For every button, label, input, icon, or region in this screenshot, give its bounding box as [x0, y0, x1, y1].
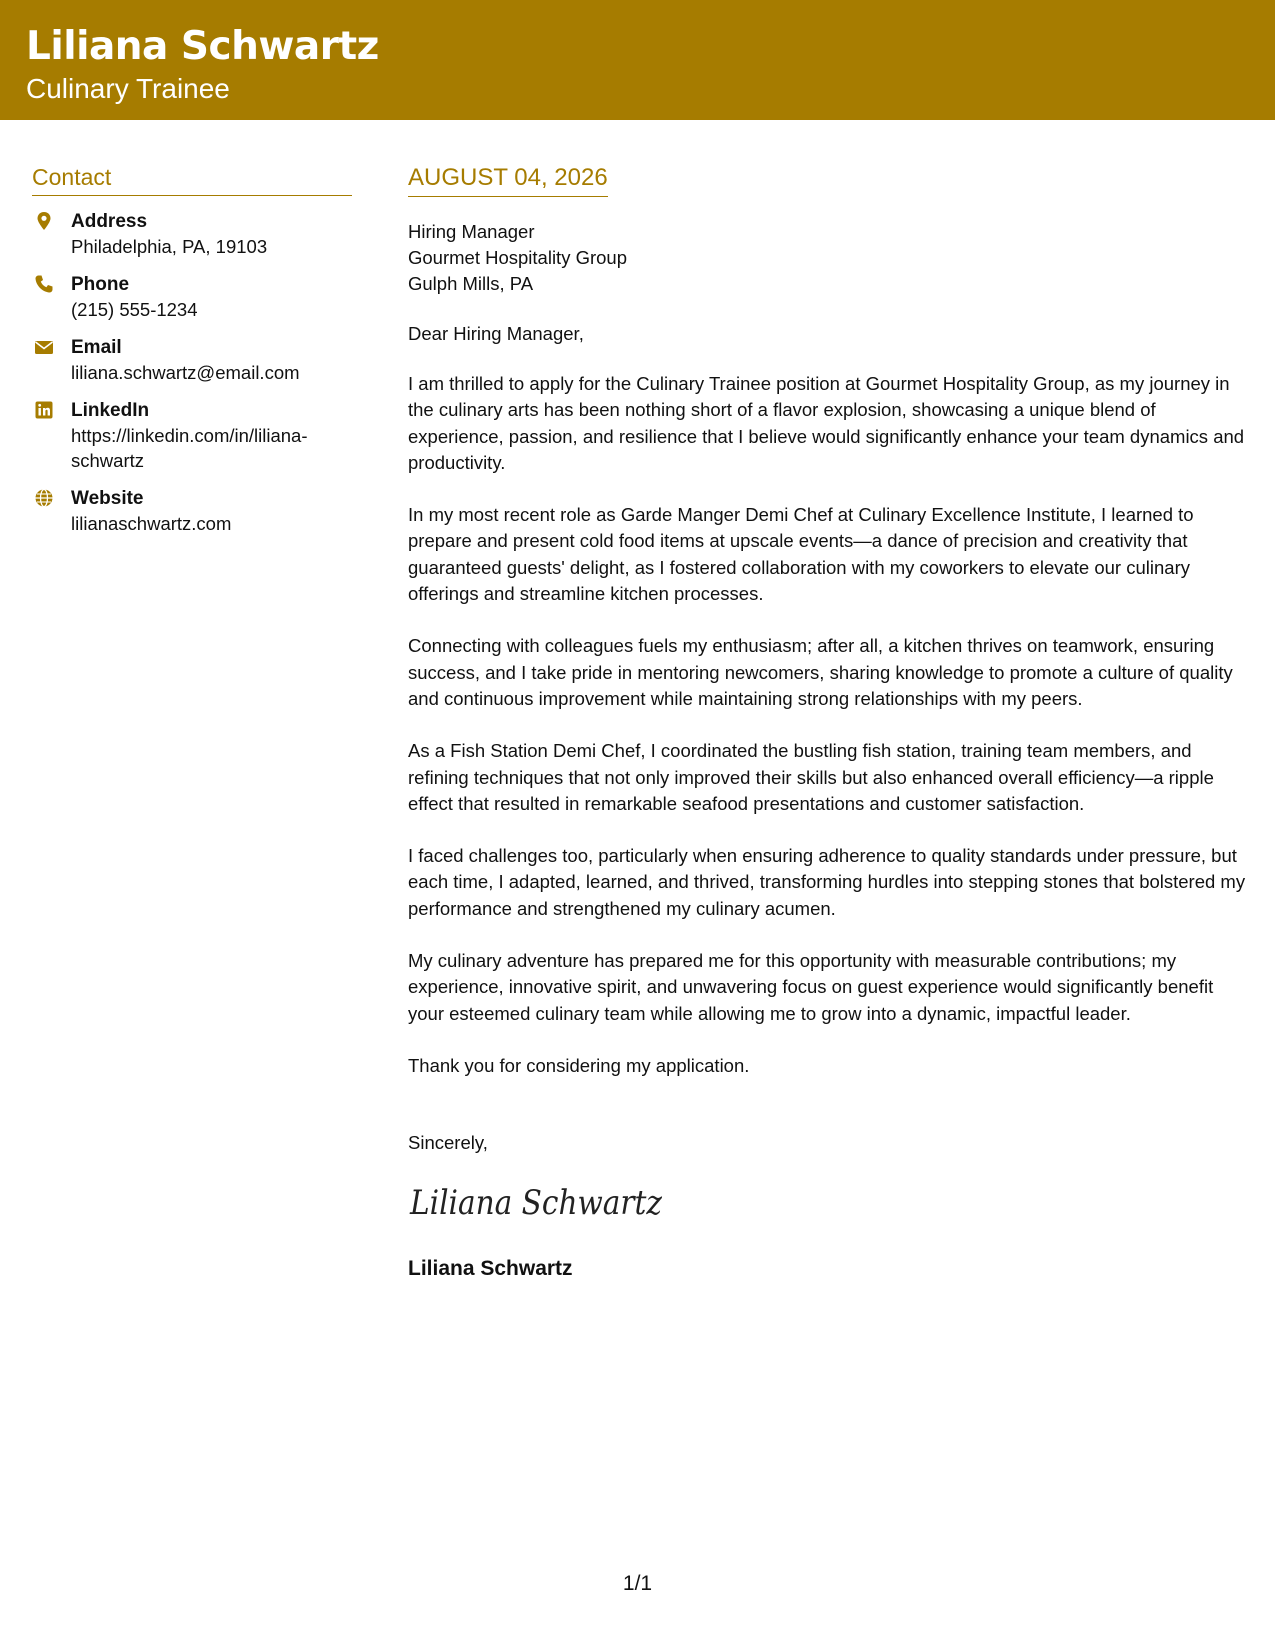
recipient-block: [408, 219, 1253, 297]
contact-email: [32, 335, 352, 385]
contact-label: Phone: [71, 274, 130, 295]
paragraph: I faced challenges too, particularly when ensuring adherence to quality standards under pressure, but each time, I adapted, learned, and thrived, transforming hurdles into stepping stones that bolstered my performance and strengthened my culinary acumen.: [408, 845, 1246, 919]
paragraph: In my most recent role as Garde Manger Demi Chef at Culinary Excellence Institute, I learned to prepare and present cold food items at upscale events—a dance of precision and creativity that guaranteed guests' delight, as I fostered collaboration with my coworkers to elevate our culinary offerings and streamline kitchen processes.: [408, 504, 1194, 605]
email-icon: [34, 337, 54, 357]
recipient-line: Hiring Manager: [408, 221, 535, 242]
handwritten-signature: [408, 1174, 698, 1234]
paragraph: Thank you for considering my application.: [408, 1054, 750, 1076]
map-pin-icon: [34, 211, 54, 231]
closing: Sincerely,: [408, 1132, 488, 1154]
contact-address: [32, 209, 352, 259]
recipient-line: Gourmet Hospitality Group: [408, 247, 628, 268]
contact-value: liliana.schwartz@email.com: [71, 362, 300, 383]
signature-block: [408, 1132, 1253, 1281]
contact-phone: [32, 272, 352, 322]
globe-icon: [34, 488, 54, 508]
contact-heading: Contact: [32, 164, 352, 196]
contact-label: Email: [71, 337, 122, 358]
paragraph: My culinary adventure has prepared me for this opportunity with measurable contributions; my experience, innovative spirit, and unwavering focus on guest experience would significantly benefit your esteemed culinary team while allowing me to grow into a dynamic, impactful leader.: [408, 950, 1214, 1024]
paragraph: Connecting with colleagues fuels my enthusiasm; after all, a kitchen thrives on teamwork, ensuring success, and I take pride in mentoring newcomers, sharing knowledge to promote a culture of quality and continuous improvement while maintaining strong relationships with my peers.: [408, 635, 1233, 709]
contact-label: LinkedIn: [71, 400, 150, 421]
page-number: 1/1: [622, 1572, 653, 1595]
contact-label: Address: [71, 211, 148, 232]
contact-value: https://linkedin.com/in/liliana-schwartz: [71, 425, 308, 471]
linkedin-icon: [34, 400, 54, 420]
contact-value: Philadelphia, PA, 19103: [71, 236, 268, 257]
letter-date: AUGUST 04, 2026: [408, 164, 608, 197]
contact-label: Website: [71, 488, 144, 509]
contact-value: (215) 555-1234: [71, 299, 198, 320]
contact-website: [32, 486, 352, 536]
contact-linkedin: [32, 398, 352, 473]
paragraph: I am thrilled to apply for the Culinary Trainee position at Gourmet Hospitality Group, as my journey in the culinary arts has been nothing short of a flavor explosion, showcasing a unique blend of experience, passion, and resilience that I believe would significantly enhance your team dynamics and productivity.: [408, 373, 1245, 473]
signer-name: Liliana Schwartz: [408, 1257, 573, 1281]
applicant-role: Culinary Trainee: [26, 73, 230, 104]
phone-icon: [34, 274, 54, 294]
header-banner: [0, 0, 1275, 120]
contact-value: lilianaschwartz.com: [71, 513, 232, 534]
greeting: Dear Hiring Manager,: [408, 323, 584, 344]
contact-sidebar: [32, 164, 352, 536]
recipient-line: Gulph Mills, PA: [408, 273, 534, 294]
letter-body: [408, 164, 1253, 1281]
letter-paragraphs: [408, 371, 1253, 1079]
paragraph: As a Fish Station Demi Chef, I coordinated the bustling fish station, training team members, and refining techniques that not only improved their skills but also enhanced overall efficiency—a ripple effect that resulted in remarkable seafood presentations and customer satisfaction.: [408, 740, 1214, 814]
signature-text: Liliana Schwartz: [409, 1183, 663, 1224]
applicant-name: Liliana Schwartz: [26, 24, 379, 69]
